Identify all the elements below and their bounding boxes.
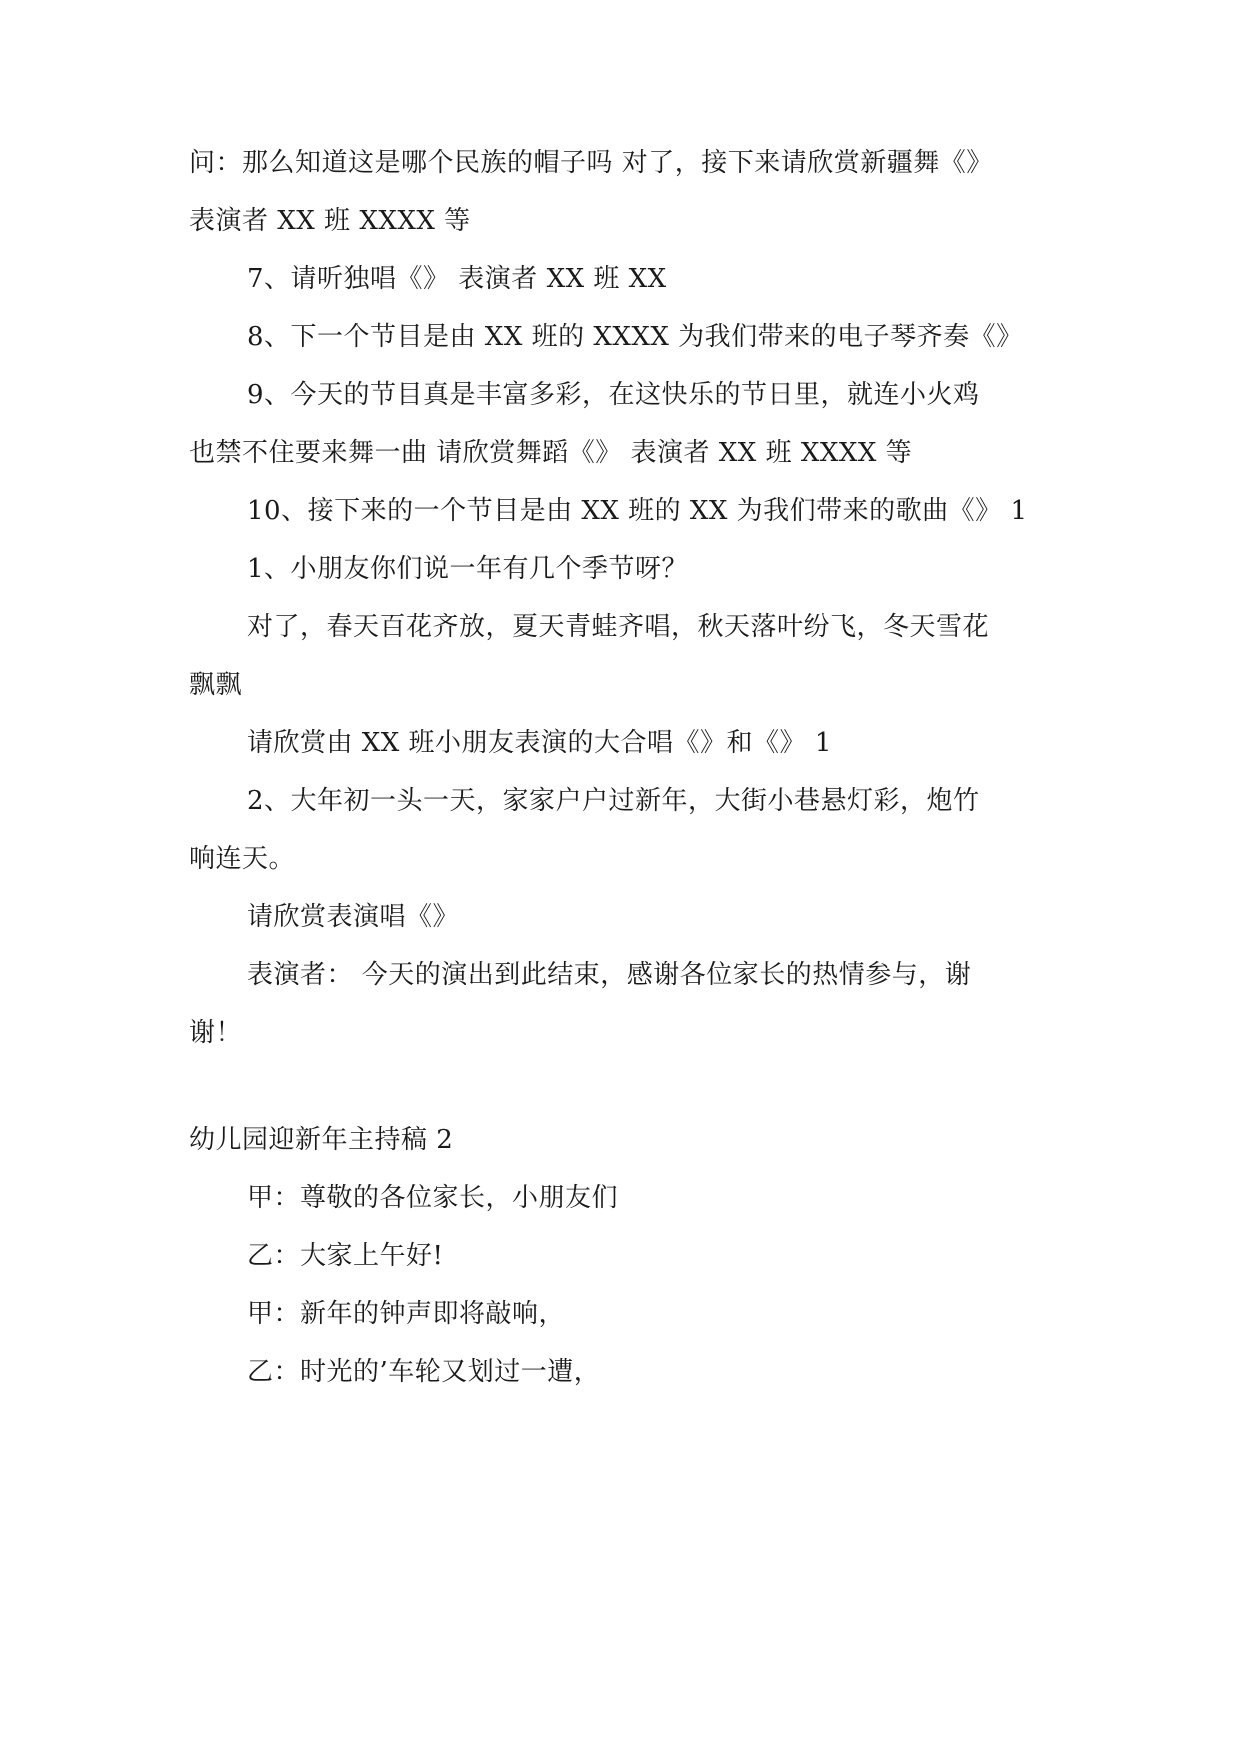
text-line: 2、大年初一头一天，家家户户过新年，大街小巷悬灯彩，炮竹 xyxy=(247,786,980,816)
text-line: 表演者： 今天的演出到此结束，感谢各位家长的热情参与，谢 xyxy=(247,960,972,990)
text-line: 问：那么知道这是哪个民族的帽子吗 对了，接下来请欣赏新疆舞《》 xyxy=(189,148,993,178)
section-heading: 幼儿园迎新年主持稿 2 xyxy=(189,1125,454,1155)
text-line: 请欣赏表演唱《》 xyxy=(247,902,460,932)
text-line: 甲：尊敬的各位家长，小朋友们 xyxy=(247,1183,619,1213)
text-line: 响连天。 xyxy=(189,844,296,874)
text-line: 对了，春天百花齐放，夏天青蛙齐唱，秋天落叶纷飞，冬天雪花 xyxy=(247,612,990,642)
text-line: 谢！ xyxy=(189,1018,243,1048)
text-line: 10、接下来的一个节目是由 XX 班的 XX 为我们带来的歌曲《》 1 xyxy=(247,496,1028,526)
text-line: 1、小朋友你们说一年有几个季节呀？ xyxy=(247,554,689,584)
text-line: 甲：新年的钟声即将敲响， xyxy=(247,1299,566,1329)
text-line: 7、请听独唱《》 表演者 XX 班 XX xyxy=(247,264,667,294)
text-line: 表演者 XX 班 XXXX 等 xyxy=(189,206,471,236)
text-line: 乙：时光的’车轮又划过一遭， xyxy=(247,1357,601,1387)
text-line: 8、下一个节目是由 XX 班的 XXXX 为我们带来的电子琴齐奏《》 xyxy=(247,322,1023,352)
text-line: 也禁不住要来舞一曲 请欣赏舞蹈《》 表演者 XX 班 XXXX 等 xyxy=(189,438,913,468)
text-line: 飘飘 xyxy=(189,670,243,700)
text-line: 请欣赏由 XX 班小朋友表演的大合唱《》和《》 1 xyxy=(247,728,832,758)
text-line: 乙：大家上午好! xyxy=(247,1241,444,1271)
text-line: 9、今天的节目真是丰富多彩，在这快乐的节日里，就连小火鸡 xyxy=(247,380,980,410)
